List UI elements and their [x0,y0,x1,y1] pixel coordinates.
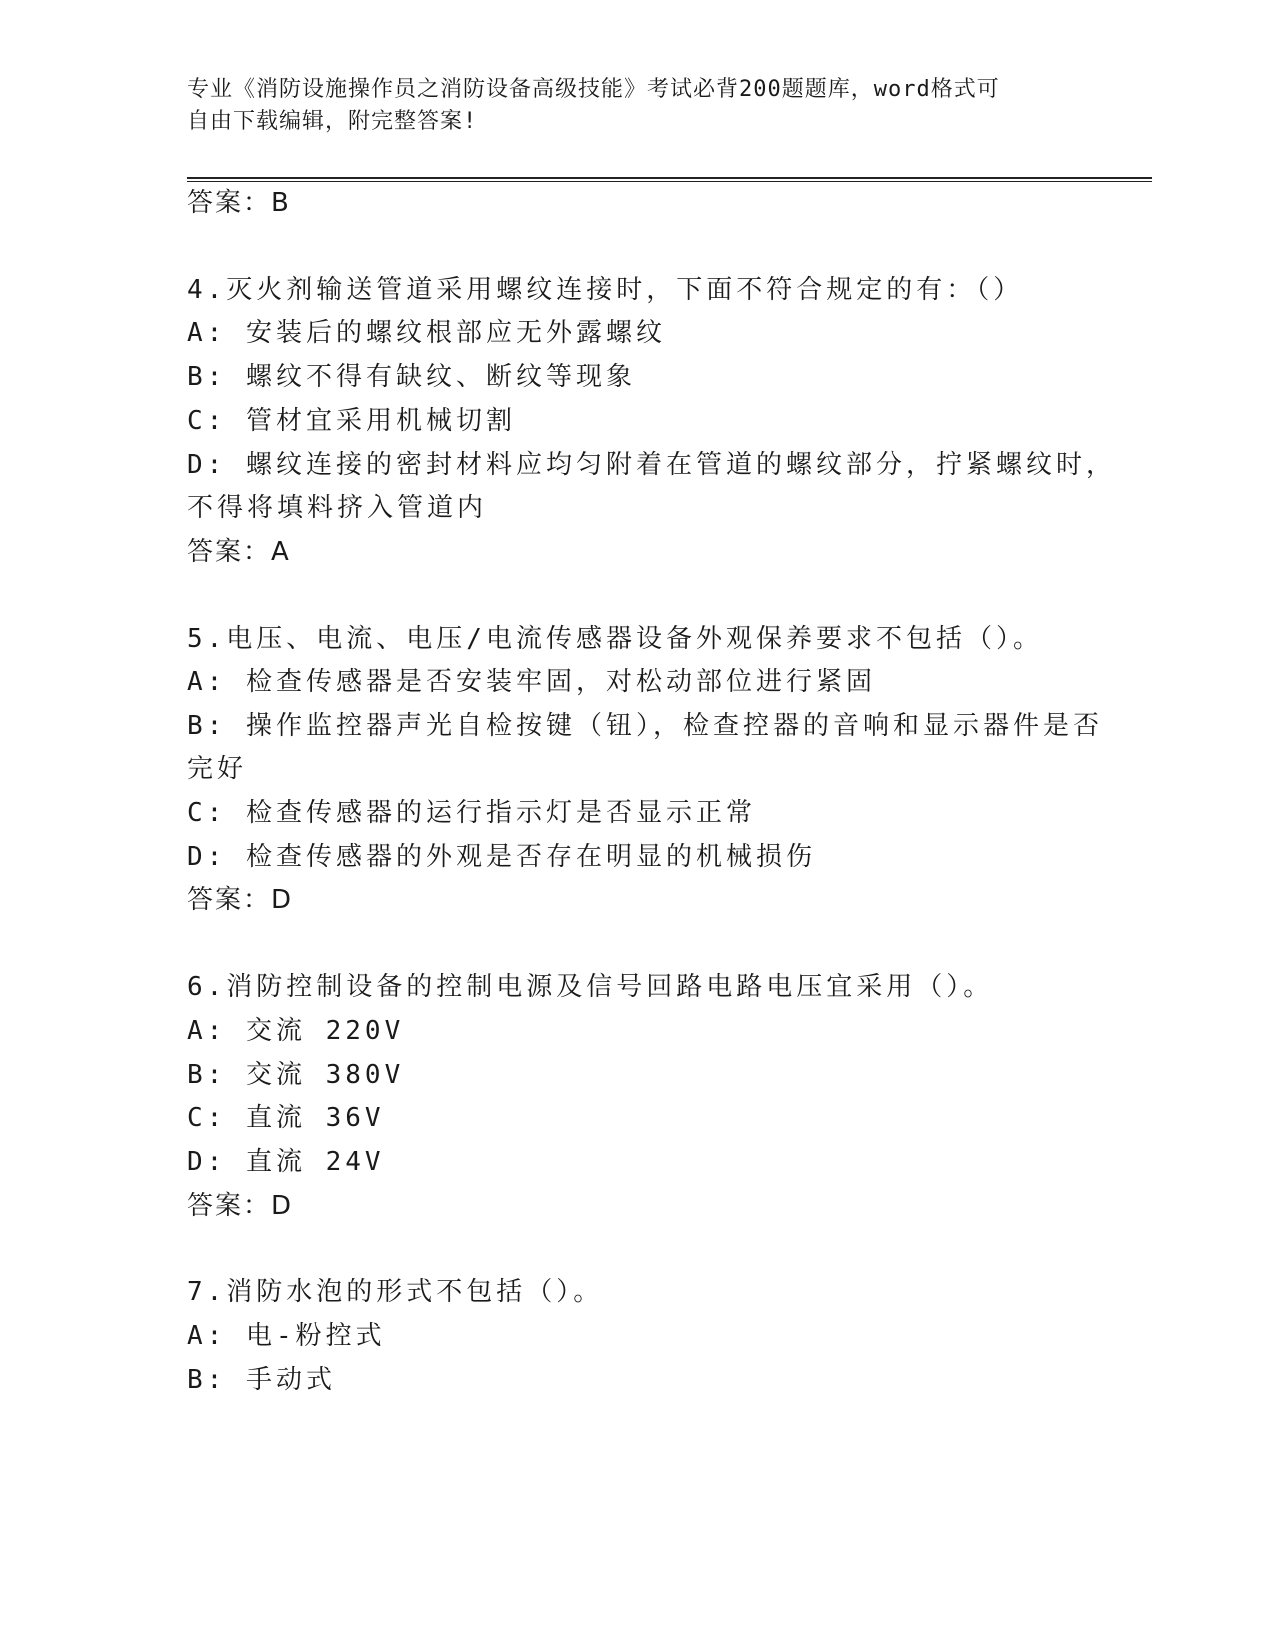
question-6-option-d: D: 直流 24V [187,1147,385,1177]
question-6-option-b: B: 交流 380V [187,1060,405,1090]
question-6-option-c: C: 直流 36V [187,1103,385,1133]
question-5-option-b-continued: 完好 [187,754,248,784]
header-divider-thin [187,181,1152,182]
question-7-option-b: B: 手动式 [187,1365,336,1395]
question-5-option-c: C: 检查传感器的运行指示灯是否显示正常 [187,798,756,828]
question-6-option-a: A: 交流 220V [187,1016,405,1046]
document-header [187,74,1067,138]
question-4-option-b: B: 螺纹不得有缺纹、断纹等现象 [187,362,636,392]
question-5-option-a: A: 检查传感器是否安装牢固，对松动部位进行紧固 [187,667,876,697]
question-5-option-d: D: 检查传感器的外观是否存在明显的机械损伤 [187,842,816,872]
question-7-stem: 7.消防水泡的形式不包括（）。 [187,1277,604,1307]
question-5-stem: 5.电压、电流、电压/电流传感器设备外观保养要求不包括（）。 [187,624,1043,654]
question-4-option-d-continued: 不得将填料挤入管道内 [187,493,488,523]
question-5-answer: 答案：D [187,885,294,915]
header-divider-thick [187,177,1152,179]
question-4-answer: 答案：A [187,537,291,567]
question-4-option-c: C: 管材宜采用机械切割 [187,406,516,436]
header-line-2: 自由下载编辑，附完整答案! [187,109,478,134]
question-4-stem: 4.灭火剂输送管道采用螺纹连接时，下面不符合规定的有：（） [187,275,1024,305]
question-6-stem: 6.消防控制设备的控制电源及信号回路电路电压宜采用（）。 [187,972,994,1002]
header-line-1: 专业《消防设施操作员之消防设备高级技能》考试必背200题题库，word格式可 [187,77,1000,102]
previous-answer: 答案：B [187,188,291,218]
question-7-option-a: A: 电-粉控式 [187,1321,386,1351]
question-5-option-b: B: 操作监控器声光自检按键（钮），检查控器的音响和显示器件是否 [187,711,1103,741]
question-4-option-a: A: 安装后的螺纹根部应无外露螺纹 [187,318,666,348]
question-6-answer: 答案：D [187,1191,294,1221]
question-4-option-d: D: 螺纹连接的密封材料应均匀附着在管道的螺纹部分，拧紧螺纹时， [187,450,1116,480]
